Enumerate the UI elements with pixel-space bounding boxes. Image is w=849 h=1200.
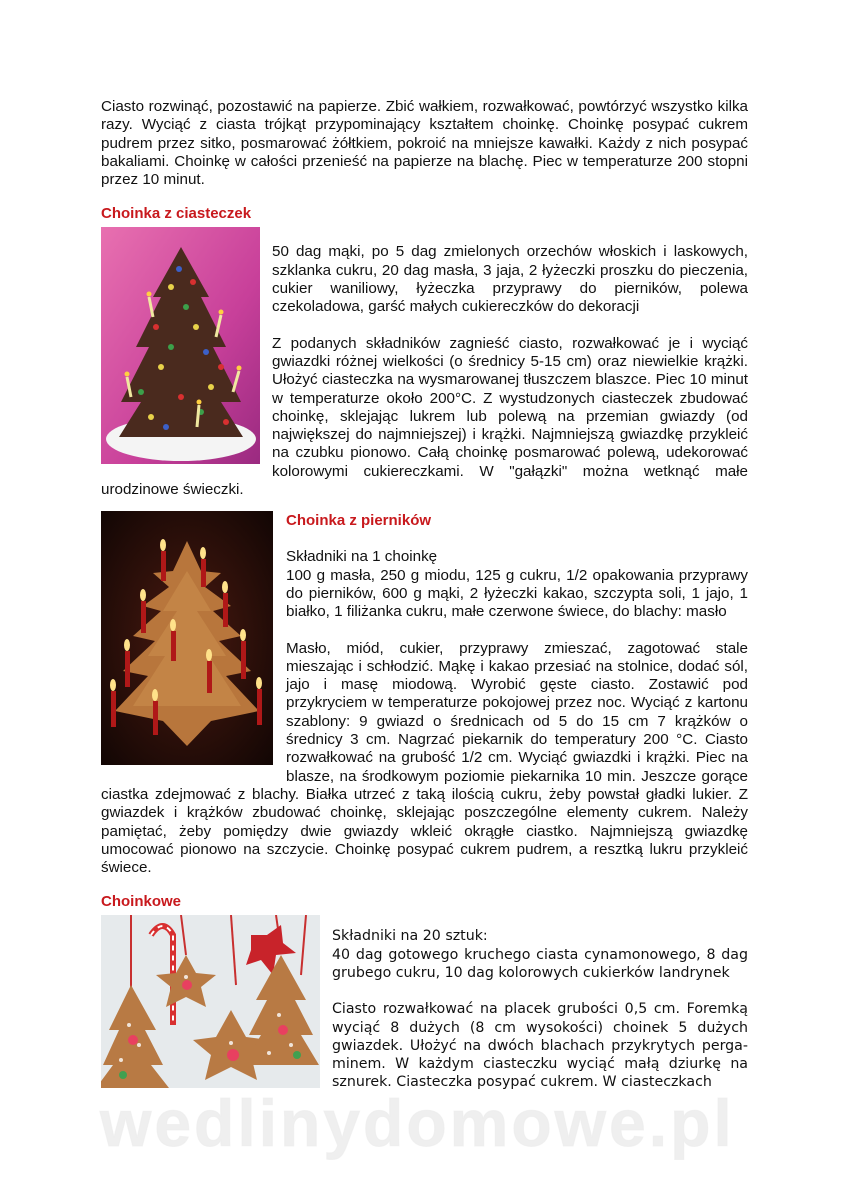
watermark: wedlinydomowe.pl	[100, 1086, 735, 1160]
section-title-choinkowe: Choinkowe	[101, 893, 182, 911]
intro-paragraph: Ciasto rozwinąć, pozostawić na papierze. Zbić wałkiem, rozwałkować, powtórzyć wszystko kilka razy. Wyciąć z ciasta trójkąt przypominający kształtem choinkę. Choinkę posypać cukrem pudrem przez sitko, posmarować żółtkiem, pokroić na mniejsze kawałki. Każdy z nich posypać bakaliami. Choinkę w całości przenieść na papierze na blachę. Piec w temperaturze 200 stopni przez 10 minut.	[101, 98, 748, 189]
gingerbread-tree-photo	[101, 511, 273, 765]
ingredients-text: 50 dag mąki, po 5 dag zmielonych orzechów włoskich i laskowych, szklanka cukru, 20 dag masła, 3 jaja, 2 łyżeczki proszku do pieczenia, cukier waniliowy, łyżeczka przyprawy do pierników, polewa czekoladowa, garść małych cukiereczków do dekoracji	[272, 243, 748, 316]
method-text: Masło, miód, cukier, przyprawy zmieszać, zagotować stale mieszając i schłodzić. Mąkę i kakao przesiać na stolnice, dodać sól, jajo i masę miodową. Wyrobić gęste ciasto. Zostawić pod przykryciem w temperaturze pokojowej przez noc. Wyciąć z kartonu szablony: 9 gwiazd o średnicach od 5 do 15 cm 7 krążków o średnicy 3 cm. Nagrzać piekarnik do temperatury 200 °C. Ciasto rozwałkować na grubość 1/2 cm. Wyciąć gwiazdki i krążki. Piec na blasze, na środkowym poziomie piekarnika 10 min. Jeszcze gorące ciastka zdejmować z blachy. Białka utrzeć z taką ilością cukru, żeby powstał gładki lukier. Z gwiazdek i krążków zbudować choinkę, sklejając poszczególne elementy cukrem. Należy pamiętać, żeby pomiędzy dwie gwiazdy wkleić okrągłe ciastko. Najmniejszą gwiazdkę umocować pionowo na szczycie. Choinkę posypać cukrem pudrem, a resztką lukru przykleić świece.	[101, 639, 748, 877]
section-choinka-z-piernikow	[101, 511, 748, 877]
ingredients-text: 40 dag gotowego kruchego ciasta cynamonowego, 8 dag grubego cukru, 10 dag kolorowych cukierków landrynek	[332, 946, 748, 981]
section-title-choinka-z-ciasteczek: Choinka z ciasteczek	[101, 205, 252, 223]
section-choinkowe	[101, 915, 748, 1091]
section-choinka-z-ciasteczek	[101, 227, 748, 499]
section-title-choinka-z-piernikow: Choinka z pierników	[286, 512, 432, 530]
ingredients-text: 100 g masła, 250 g miodu, 125 g cukru, 1/2 opakowania przyprawy do pierników, 600 g mąki, 2 łyżeczki kakao, szczypta soli, 1 jajo, 1 białko, 1 filiżanka cukru, małe czerwone świece, do blachy: masło	[286, 566, 748, 621]
recipe-page	[101, 98, 748, 1092]
method-text: Ciasto rozwałkować na placek grubości 0,5 cm. Foremką wyciąć 8 dużych (8 cm wysokości) choinek 5 dużych gwiazdek. Ułożyć na dwóch blachach przykrytych perga- minem. W każdym ciasteczku wyciąć małą dziurkę na sznurek. Ciasteczka posypać cukrem. W ciasteczkach	[332, 1001, 748, 1091]
servings-text: Składniki na 20 sztuk:	[332, 928, 488, 945]
ornament-cookies-photo	[101, 915, 320, 1088]
cookie-tree-photo	[101, 227, 260, 464]
method-text: Z podanych składników zagnieść ciasto, rozwałkować je i wyciąć gwiazdki różnej wielkości (o średnicy 5-15 cm) oraz niewielkie krążki. Ułożyć ciasteczka na wysmarowanej tłuszczem blaszce. Piec 10 minut w temperaturze około 200°C. Z wystudzonych ciasteczek zbudować choinkę, sklejając lukrem lub polewą na przemian gwiazdy (od największej do najmniejszej) i krążki. Najmniejszą gwiazdkę przykleić na czubku pionowo. Całą choinkę posmarować polewą, udekorować kolorowymi cukiereczkami. W "gałązki" można wetknąć małe urodzinowe świeczki.	[101, 334, 748, 499]
servings-text: Składniki na 1 choinkę	[286, 548, 438, 566]
